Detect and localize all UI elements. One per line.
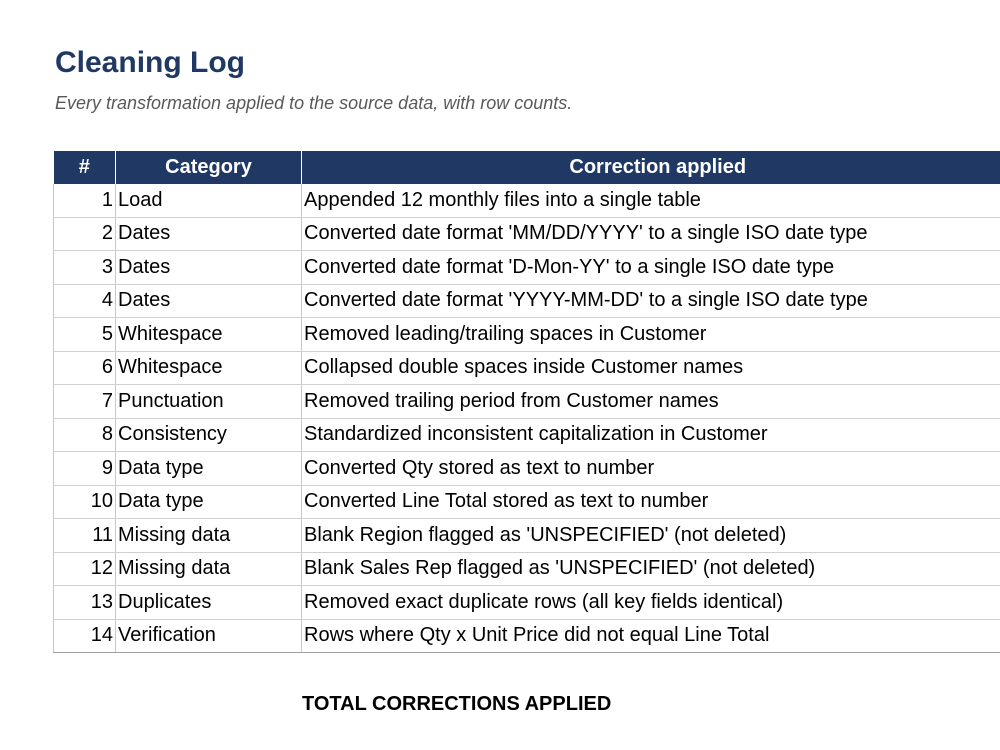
table-row — [54, 217, 1000, 251]
row-category-cell: Data type — [116, 485, 302, 519]
column-header-category: Category — [116, 151, 302, 184]
row-number-cell: 3 — [54, 251, 116, 285]
table-row — [54, 284, 1000, 318]
row-category-cell: Whitespace — [116, 318, 302, 352]
row-number-cell: 12 — [54, 552, 116, 586]
table-body — [54, 184, 1000, 653]
row-correction-cell: Collapsed double spaces inside Customer names — [302, 351, 1000, 385]
row-correction-cell: Converted Line Total stored as text to number — [302, 485, 1000, 519]
table-row — [54, 318, 1000, 352]
row-category-cell: Consistency — [116, 418, 302, 452]
page-title: Cleaning Log — [55, 46, 245, 79]
row-number-cell: 10 — [54, 485, 116, 519]
row-correction-cell: Removed exact duplicate rows (all key fields identical) — [302, 586, 1000, 620]
table-row — [54, 184, 1000, 217]
row-number-cell: 1 — [54, 184, 116, 217]
row-correction-cell: Converted date format 'D-Mon-YY' to a single ISO date type — [302, 251, 1000, 285]
row-number-cell: 8 — [54, 418, 116, 452]
table-row — [54, 452, 1000, 486]
row-category-cell: Dates — [116, 217, 302, 251]
table-row — [54, 351, 1000, 385]
row-correction-cell: Rows where Qty x Unit Price did not equal Line Total — [302, 619, 1000, 653]
total-corrections-label: TOTAL CORRECTIONS APPLIED — [302, 693, 612, 715]
row-category-cell: Load — [116, 184, 302, 217]
row-correction-cell: Converted date format 'YYYY-MM-DD' to a single ISO date type — [302, 284, 1000, 318]
row-category-cell: Missing data — [116, 552, 302, 586]
row-number-cell: 6 — [54, 351, 116, 385]
row-number-cell: 5 — [54, 318, 116, 352]
row-correction-cell: Standardized inconsistent capitalization in Customer — [302, 418, 1000, 452]
row-number-cell: 9 — [54, 452, 116, 486]
row-category-cell: Dates — [116, 251, 302, 285]
row-category-cell: Dates — [116, 284, 302, 318]
row-number-cell: 11 — [54, 519, 116, 553]
row-category-cell: Verification — [116, 619, 302, 653]
row-number-cell: 2 — [54, 217, 116, 251]
table-row — [54, 619, 1000, 653]
row-category-cell: Missing data — [116, 519, 302, 553]
row-category-cell: Punctuation — [116, 385, 302, 419]
table-row — [54, 251, 1000, 285]
row-correction-cell: Converted Qty stored as text to number — [302, 452, 1000, 486]
row-number-cell: 7 — [54, 385, 116, 419]
column-header-correction: Correction applied — [302, 151, 1000, 184]
row-category-cell: Duplicates — [116, 586, 302, 620]
table-row — [54, 418, 1000, 452]
page-subtitle: Every transformation applied to the source data, with row counts. — [55, 93, 573, 113]
table-header-row — [54, 151, 1000, 184]
table-row — [54, 586, 1000, 620]
table-row — [54, 385, 1000, 419]
column-header-number: # — [54, 151, 116, 184]
table-row — [54, 519, 1000, 553]
row-category-cell: Whitespace — [116, 351, 302, 385]
row-number-cell: 14 — [54, 619, 116, 653]
row-correction-cell: Appended 12 monthly files into a single table — [302, 184, 1000, 217]
row-correction-cell: Blank Sales Rep flagged as 'UNSPECIFIED' (not deleted) — [302, 552, 1000, 586]
row-correction-cell: Converted date format 'MM/DD/YYYY' to a single ISO date type — [302, 217, 1000, 251]
cleaning-log-table — [53, 151, 1000, 653]
row-number-cell: 4 — [54, 284, 116, 318]
row-correction-cell: Removed trailing period from Customer names — [302, 385, 1000, 419]
row-number-cell: 13 — [54, 586, 116, 620]
row-correction-cell: Removed leading/trailing spaces in Customer — [302, 318, 1000, 352]
row-correction-cell: Blank Region flagged as 'UNSPECIFIED' (not deleted) — [302, 519, 1000, 553]
table-row — [54, 552, 1000, 586]
row-category-cell: Data type — [116, 452, 302, 486]
table-row — [54, 485, 1000, 519]
